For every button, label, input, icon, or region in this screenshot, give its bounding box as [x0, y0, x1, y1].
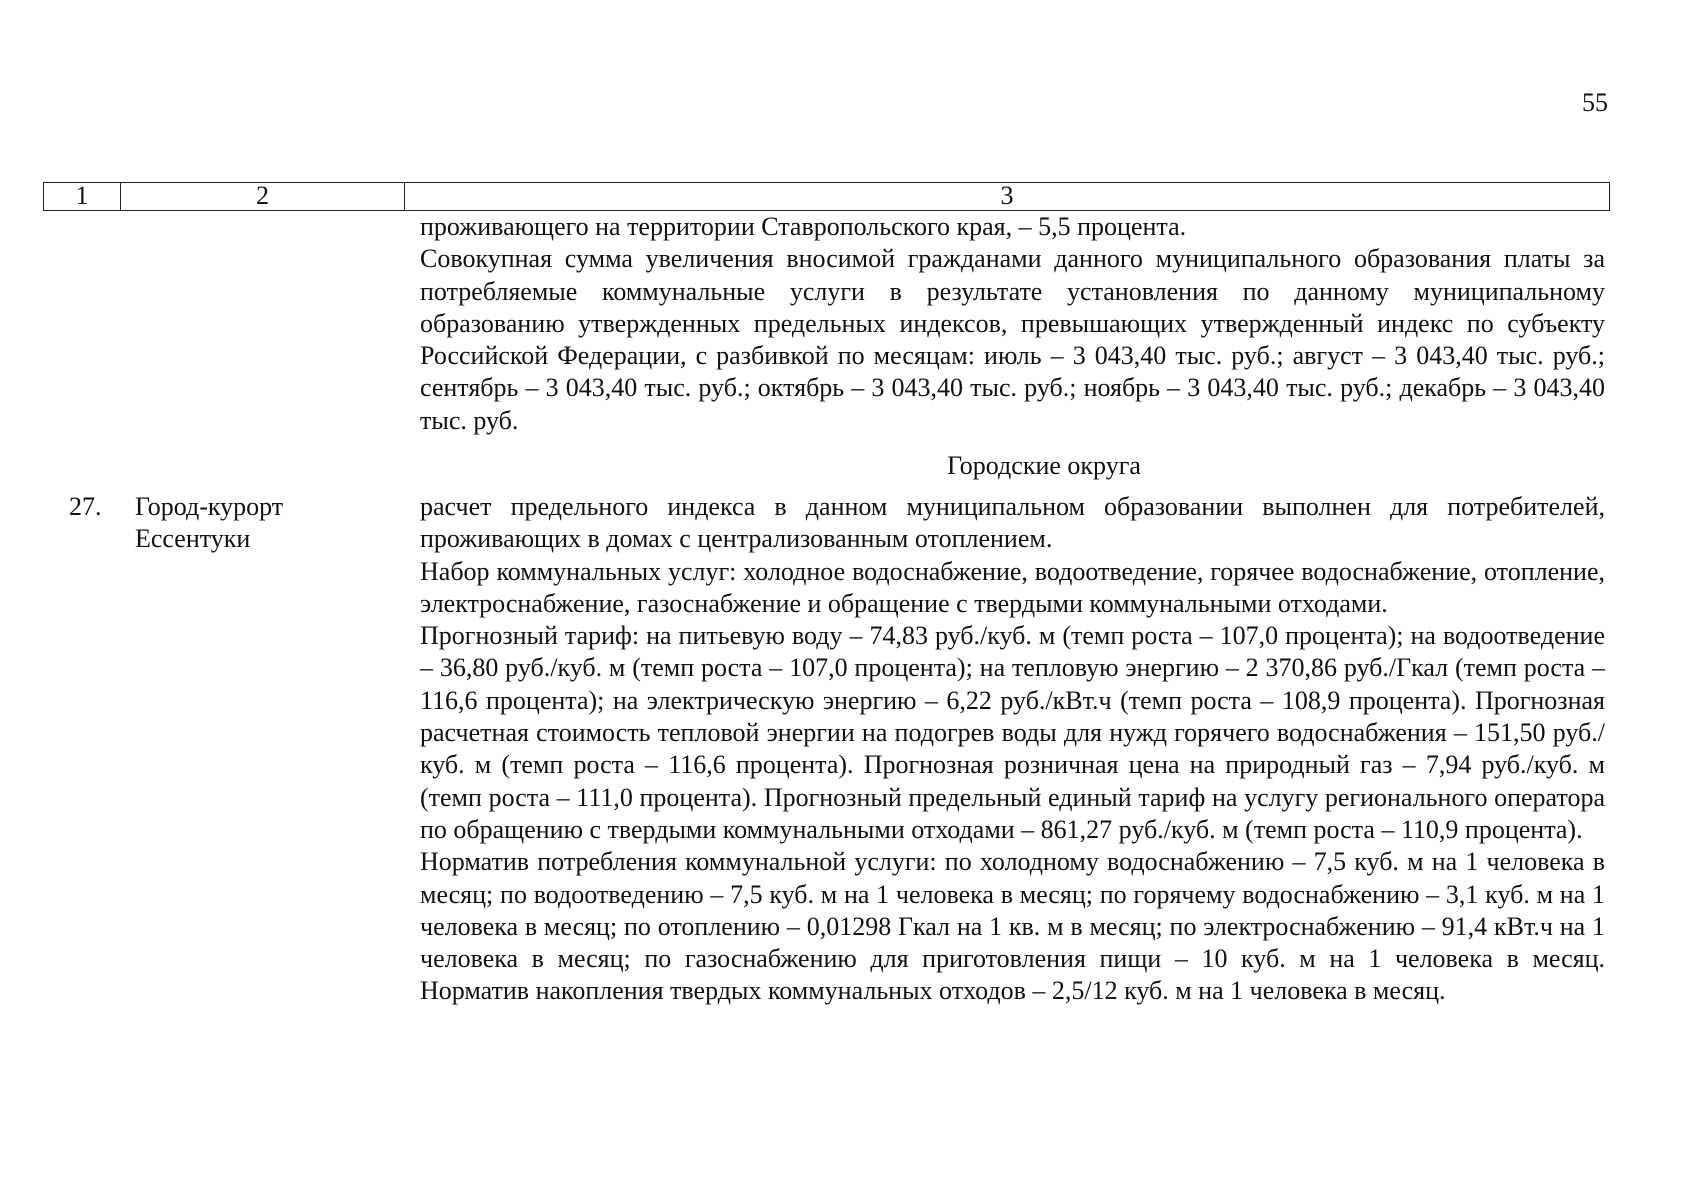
continuation-paragraph: Совокупная сумма увеличения вносимой гражданами данного муниципального образования платы за потребляемые коммунальные услуги в результате установления по данному муниципальному образованию утвержденных предельных индексов, превышающих утвержденный индекс по субъекту Российской Федерации, с разбивкой по месяцам: июль – 3 043,40 тыс. руб.; август – 3 043,40 тыс. руб.; сентябрь – 3 043,40 тыс. руб.; октябрь – 3 043,40 тыс. руб.; ноябрь – 3 043,40 тыс. руб.; декабрь – 3 043,40 тыс. руб. — [420, 244, 1605, 435]
row-number: 27. — [69, 492, 102, 521]
page-number: 55 — [1582, 88, 1608, 117]
table-header-row — [43, 182, 1610, 211]
row-paragraph: Набор коммунальных услуг: холодное водоснабжение, водоотведение, горячее водоснабжение, отопление, электроснабжение, газоснабжение и обращение с твердыми коммунальными отходами. — [420, 556, 1605, 618]
table-header-col-1: 1 — [44, 183, 121, 210]
row-paragraph: расчет предельного индекса в данном муниципальном образовании выполнен для потребителей, проживающих в домах с централизованным отоплением. — [420, 492, 1605, 554]
table-header-col-3: 3 — [1000, 181, 1014, 210]
row-paragraph: Прогнозный тариф: на питьевую воду – 74,83 руб./куб. м (темп роста – 107,0 процента); на водоотведение – 36,80 руб./куб. м (темп роста – 107,0 процента); на тепловую энергию – 2 370,86 руб./Гкал (темп роста – 116,6 процента); на электрическую энергию – 6,22 руб./кВт.ч (темп роста – 108,9 процента). Прогнозная расчетная стоимость тепловой энергии на подогрев воды для нужд горячего водоснабжения – 151,50 руб./куб. м (темп роста – 116,6 процента). Прогнозная розничная цена на природный газ – 7,94 руб./куб. м (темп роста – 111,0 процента). Прогнозный предельный единый тариф на услугу регионального оператора по обращению с твердыми коммунальными отходами – 861,27 руб./куб. м (темп роста – 110,9 процента). — [420, 621, 1605, 844]
row-municipality-name: Город-курорт Ессентуки — [135, 492, 284, 553]
table-header-col-2: 2 — [121, 183, 405, 210]
continuation-paragraph: проживающего на территории Ставропольского края, – 5,5 процента. — [420, 212, 1187, 241]
continuation-text — [420, 211, 1605, 437]
row-paragraph: Норматив потребления коммунальной услуги: по холодному водоснабжению – 7,5 куб. м на 1 человека в месяц; по водоотведению – 7,5 куб. м на 1 человека в месяц; по горячему водоснабжению – 3,1 куб. м на 1 человека в месяц; по отоплению – 0,01298 Гкал на 1 кв. м в месяц; по электроснабжению – 91,4 кВт.ч на 1 человека в месяц; по газоснабжению для приготовления пищи – 10 куб. м на 1 человека в месяц. Норматив накопления твердых коммунальных отходов – 2,5/12 куб. м на 1 человека в месяц. — [420, 847, 1605, 1006]
row-description — [420, 491, 1605, 1008]
section-heading: Городские округа — [947, 451, 1141, 480]
